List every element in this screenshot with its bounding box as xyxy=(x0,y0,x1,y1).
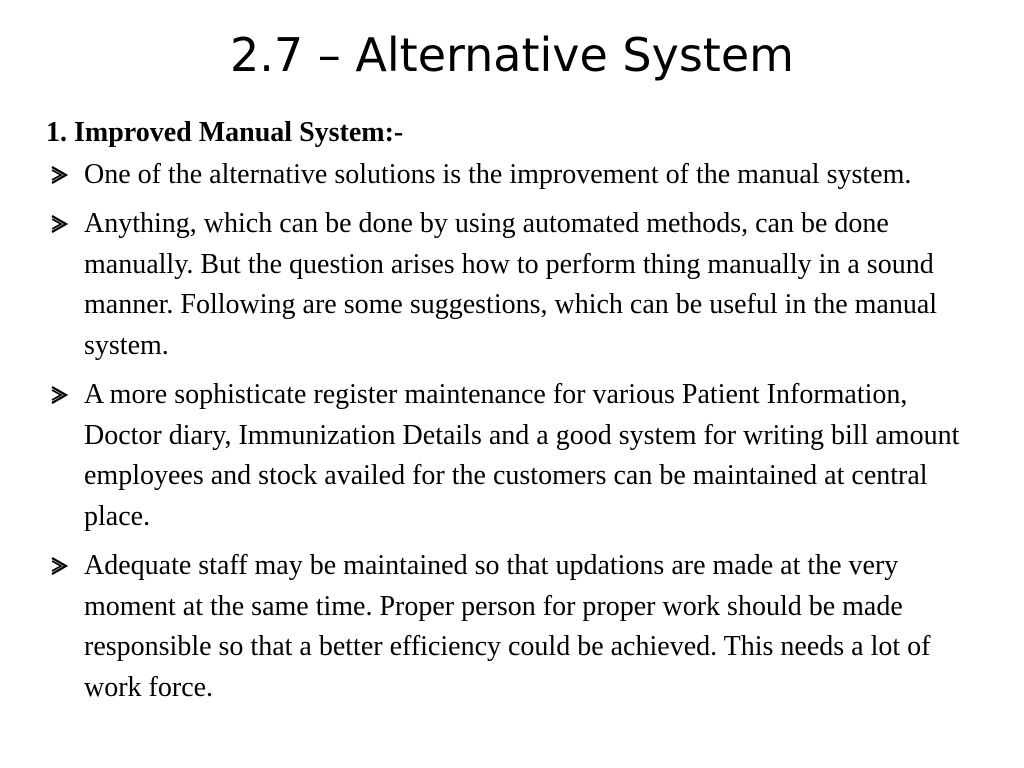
arrow-bullet-icon xyxy=(46,546,72,586)
arrow-bullet-icon xyxy=(46,375,72,415)
bullet-text: Adequate staff may be maintained so that updations are made at the very moment at the same time. Proper person for proper work should be made responsible so that a better efficiency could be achieved. This needs a lot of work force. xyxy=(84,550,931,703)
bullet-item xyxy=(46,204,986,366)
bullet-item xyxy=(46,546,986,708)
slide-content xyxy=(46,113,986,717)
bullet-text: Anything, which can be done by using automated methods, can be done manually. But the question arises how to perform thing manually in a sound manner. Following are some suggestions, which can be useful in the manual system. xyxy=(84,208,938,361)
bullet-item xyxy=(46,155,986,196)
section-heading: 1. Improved Manual System:- xyxy=(46,117,404,148)
bullet-text: One of the alternative solutions is the improvement of the manual system. xyxy=(84,158,912,190)
bullet-text: A more sophisticate register maintenance for various Patient Information, Doctor diary, Immunization Details and a good system for writing bill amount employees and stock availed for the customers can be maintained at central place. xyxy=(84,379,960,532)
bullet-item xyxy=(46,375,986,537)
arrow-bullet-icon xyxy=(46,155,72,195)
slide-title: 2.7 – Alternative System xyxy=(230,28,794,82)
arrow-bullet-icon xyxy=(46,204,72,244)
bullet-list xyxy=(46,155,986,709)
